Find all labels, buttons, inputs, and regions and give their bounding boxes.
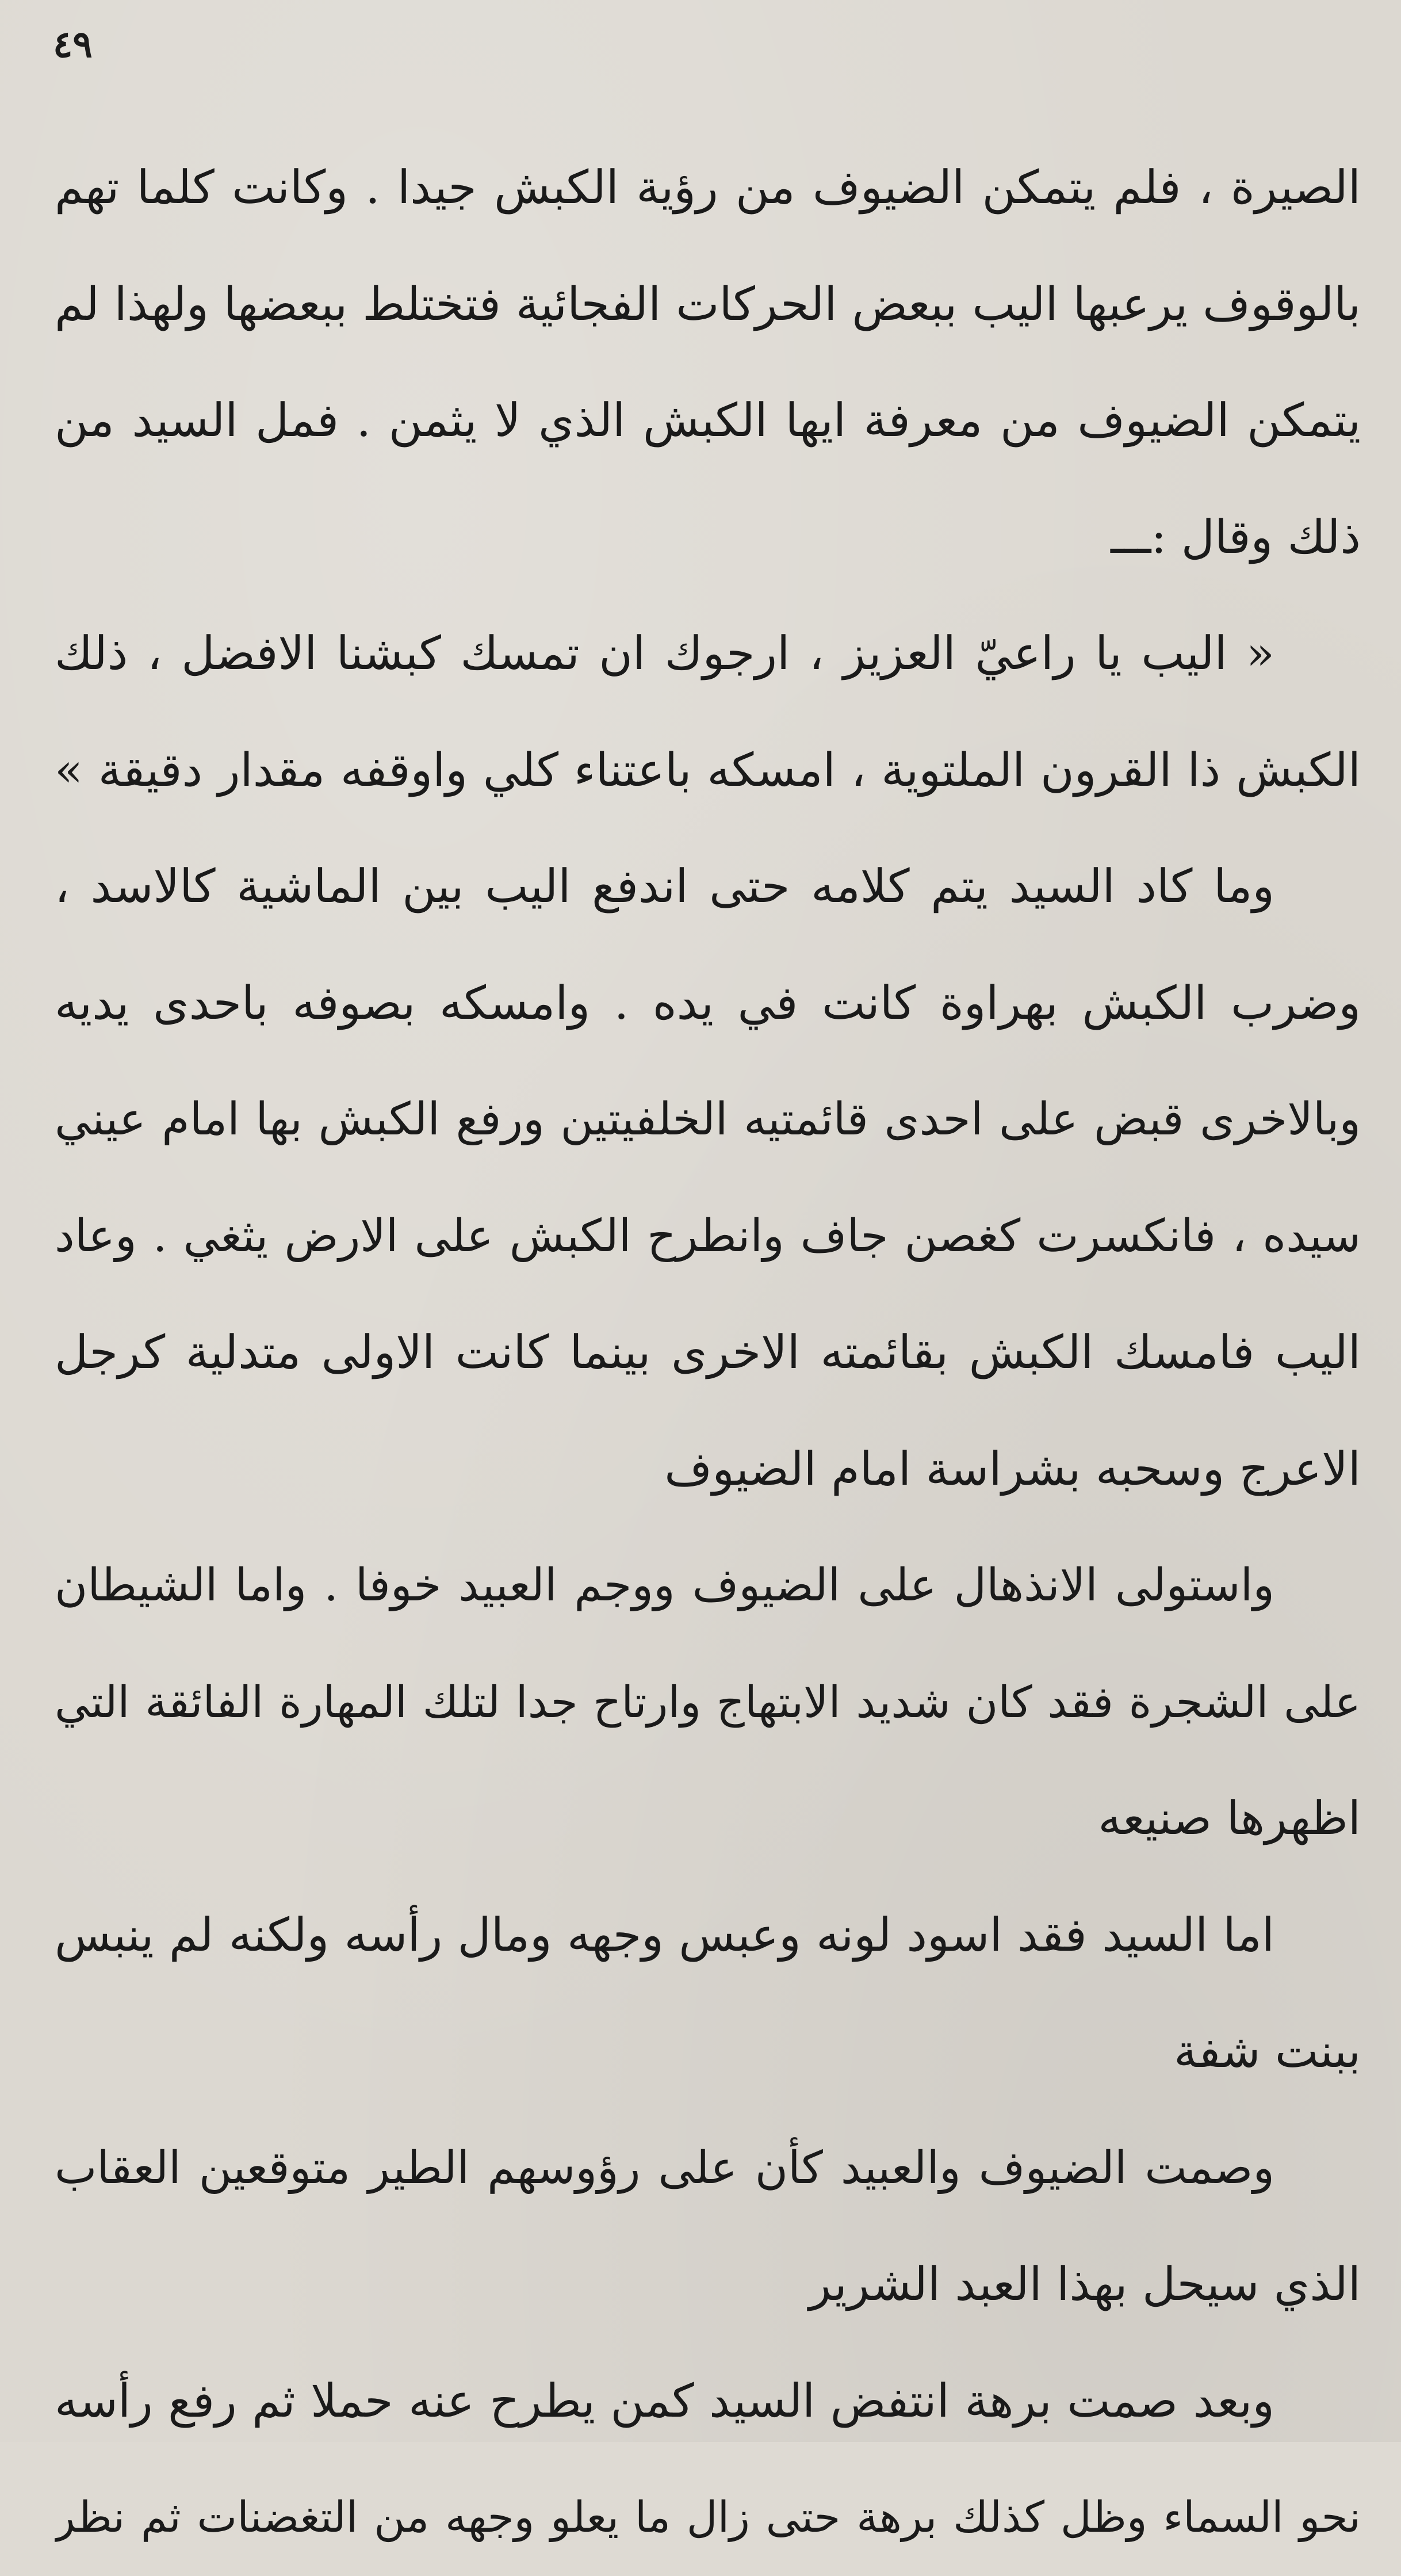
- text-line: وضرب الكبش بهراوة كانت في يده . وامسكه بصوفه باحدى يديه: [55, 976, 1361, 1030]
- text-line: الصيرة ، فلم يتمكن الضيوف من رؤية الكبش جيدا . وكانت كلما تهم: [55, 160, 1361, 214]
- text-line: « اليب يا راعيّ العزيز ، ارجوك ان تمسك كبشنا الافضل ، ذلك: [55, 626, 1275, 680]
- text-line: الذي سيحل بهذا العبد الشرير: [809, 2257, 1361, 2311]
- text-line: اما السيد فقد اسود لونه وعبس وجهه ومال رأسه ولكنه لم ينبس: [55, 1908, 1274, 1962]
- text-line: اليب فامسك الكبش بقائمته الاخرى بينما كانت الاولى متدلية كرجل: [55, 1325, 1361, 1379]
- text-line: واستولى الانذهال على الضيوف ووجم العبيد خوفا . واما الشيطان: [55, 1560, 1274, 1611]
- text-line: الكبش ذا القرون الملتوية ، امسكه باعتناء كلي واوقفه مقدار دقيقة »: [55, 743, 1361, 797]
- text-line: اظهرها صنيعه: [1098, 1791, 1361, 1845]
- text-line: على الشجرة فقد كان شديد الابتهاج وارتاح جدا لتلك المهارة الفائقة التي: [55, 1676, 1361, 1727]
- text-line: الاعرج وسحبه بشراسة امام الضيوف: [664, 1442, 1361, 1496]
- text-line: ببنت شفة: [1174, 2024, 1361, 2078]
- text-line: وبالاخرى قبض على احدى قائمتيه الخلفيتين ورفع الكبش بها امام عيني: [55, 1094, 1361, 1145]
- text-line: يتمكن الضيوف من معرفة ايها الكبش الذي لا يثمن . فمل السيد من: [55, 393, 1361, 447]
- text-line: بالوقوف يرعبها اليب ببعض الحركات الفجائية فتختلط ببعضها ولهذا لم: [55, 277, 1361, 331]
- text-line: سيده ، فانكسرت كغصن جاف وانطرح الكبش على الارض يثغي . وعاد: [55, 1210, 1361, 1262]
- page-number: ٤٩: [53, 23, 93, 66]
- text-line: وبعد صمت برهة انتفض السيد كمن يطرح عنه حملا ثم رفع رأسه: [55, 2374, 1274, 2428]
- text-line: ذلك وقال :ـــ: [1111, 510, 1361, 564]
- body-text: [55, 129, 1361, 2576]
- text-line: وصمت الضيوف والعبيد كأن على رؤوسهم الطير متوقعين العقاب: [55, 2142, 1274, 2194]
- text-line: نحو السماء وظل كذلك برهة حتى زال ما يعلو وجهه من التغضنات ثم نظر: [55, 2493, 1361, 2542]
- text-line: وما كاد السيد يتم كلامه حتى اندفع اليب بين الماشية كالاسد ،: [55, 859, 1274, 913]
